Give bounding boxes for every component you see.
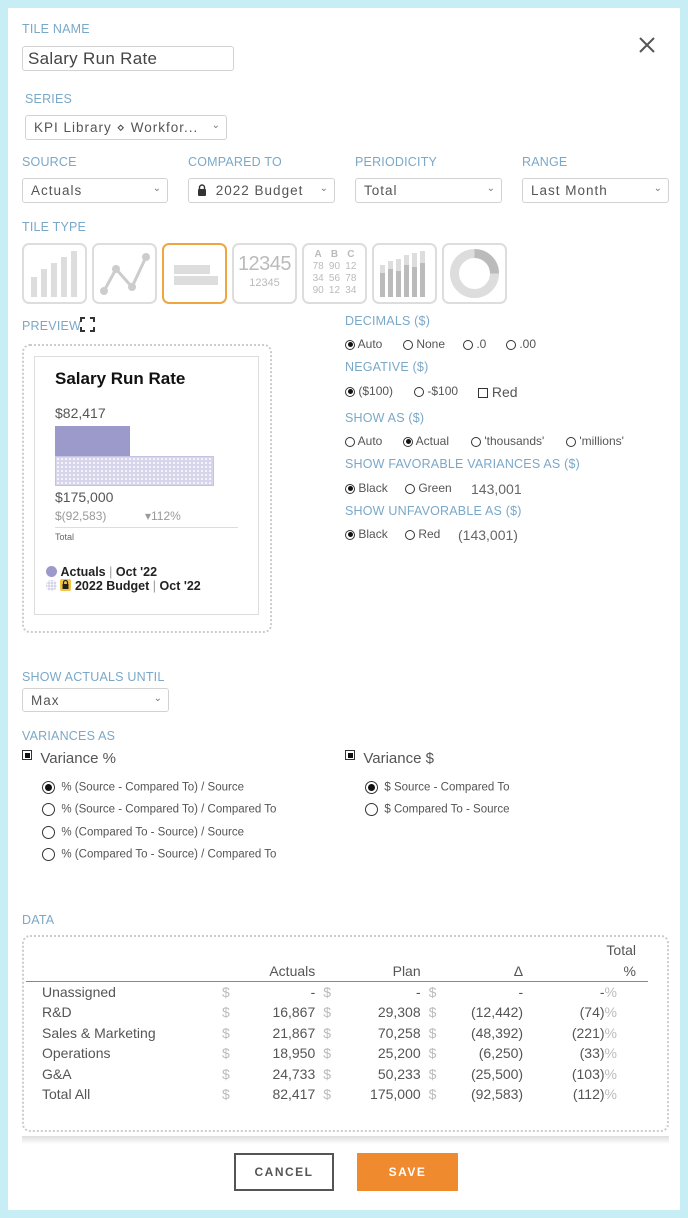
lock-icon bbox=[197, 184, 207, 196]
compared-to-label: COMPARED TO bbox=[188, 155, 282, 169]
delta-cell: (12,442) bbox=[470, 1004, 524, 1021]
radio[interactable] bbox=[345, 340, 355, 350]
series-select[interactable] bbox=[25, 115, 227, 140]
periodicity-value: Total bbox=[364, 183, 398, 198]
currency: $ bbox=[222, 1045, 230, 1062]
option-label: % (Compared To - Source) / Compared To bbox=[61, 848, 277, 861]
compared-to-select[interactable] bbox=[188, 178, 335, 203]
preview-budget-bar bbox=[55, 456, 214, 486]
unfavorable-label: SHOW UNFAVORABLE AS ($) bbox=[345, 504, 522, 518]
chevron-down-icon: ⌄ bbox=[486, 183, 495, 194]
decimals-none[interactable] bbox=[403, 337, 445, 351]
tile-type-label: TILE TYPE bbox=[22, 220, 87, 234]
source-label: SOURCE bbox=[22, 155, 77, 169]
option-label: ($100) bbox=[358, 384, 394, 398]
currency: $ bbox=[222, 1004, 230, 1021]
legend-budget-period: Oct '22 bbox=[159, 579, 201, 593]
currency: $ bbox=[323, 1004, 332, 1021]
header-delta: Δ bbox=[421, 961, 529, 982]
pct-sign: % bbox=[604, 983, 617, 1000]
table-tile-cell: 34 bbox=[312, 273, 324, 284]
radio[interactable] bbox=[42, 803, 55, 816]
table-header-row-1 bbox=[26, 940, 648, 961]
table-tile-cell: 90 bbox=[328, 261, 341, 272]
series-value: KPI Library ⋄ Workfor... bbox=[34, 120, 199, 135]
negative-parens[interactable] bbox=[345, 384, 393, 398]
favorable-sample: 143,001 bbox=[471, 481, 522, 497]
show-actuals-until-select[interactable] bbox=[22, 688, 169, 712]
decimals-auto[interactable] bbox=[345, 337, 382, 351]
actuals-cell: - bbox=[310, 983, 316, 1000]
stacked-column-icon bbox=[374, 245, 435, 302]
delta-cell: (6,250) bbox=[478, 1045, 524, 1062]
tile-name-input[interactable]: Salary Run Rate bbox=[22, 46, 234, 71]
column-chart-icon bbox=[24, 245, 85, 302]
radio[interactable] bbox=[403, 340, 413, 350]
show-as-label: SHOW AS ($) bbox=[345, 411, 425, 425]
unfavorable-sample: (143,001) bbox=[458, 527, 518, 543]
delta-cell: (25,500) bbox=[470, 1065, 524, 1082]
actuals-cell: 82,417 bbox=[272, 1086, 316, 1103]
radio[interactable] bbox=[42, 826, 55, 839]
table-row bbox=[26, 1002, 648, 1023]
chevron-down-icon: ⌄ bbox=[153, 693, 162, 704]
favorable-green[interactable] bbox=[405, 481, 452, 495]
chevron-down-icon: ⌄ bbox=[653, 183, 662, 194]
plan-cell: 175,000 bbox=[370, 1086, 421, 1103]
pct-cell: (33) bbox=[579, 1045, 605, 1062]
range-select[interactable] bbox=[522, 178, 669, 203]
currency: $ bbox=[323, 1024, 332, 1041]
actuals-cell: 18,950 bbox=[272, 1045, 316, 1062]
legend-actuals-period: Oct '22 bbox=[115, 565, 158, 579]
plan-cell: 50,233 bbox=[377, 1065, 421, 1082]
cancel-button[interactable]: CANCEL bbox=[234, 1153, 334, 1191]
actuals-cell: 24,733 bbox=[272, 1065, 316, 1082]
table-row bbox=[26, 1064, 648, 1085]
radio[interactable] bbox=[345, 387, 355, 397]
option-label: $ Compared To - Source bbox=[384, 803, 510, 816]
preview-variance-pct: ▾112% bbox=[145, 509, 181, 523]
pct-sign: % bbox=[604, 1024, 617, 1041]
currency: $ bbox=[323, 1065, 332, 1082]
data-table bbox=[26, 940, 648, 1105]
option-label: Green bbox=[418, 481, 452, 495]
option-label: -$100 bbox=[427, 384, 459, 398]
decimals-label: DECIMALS ($) bbox=[345, 314, 431, 328]
table-tile-icon bbox=[310, 249, 359, 297]
table-tile-cell: 34 bbox=[345, 285, 357, 296]
preview-actual-value: $82,417 bbox=[55, 405, 106, 421]
preview-axis-line bbox=[55, 527, 238, 528]
favorable-label: SHOW FAVORABLE VARIANCES AS ($) bbox=[345, 457, 580, 471]
row-name: Sales & Marketing bbox=[42, 1024, 156, 1041]
table-tile-cell: 56 bbox=[328, 273, 341, 284]
pct-cell: (221) bbox=[571, 1024, 605, 1041]
number-tile-big: 12345 bbox=[237, 253, 292, 275]
currency: $ bbox=[222, 983, 230, 1000]
variance-pct-option-2[interactable] bbox=[42, 803, 276, 816]
decimals-two[interactable] bbox=[506, 337, 536, 351]
plan-cell: - bbox=[415, 983, 421, 1000]
show-as-millions[interactable] bbox=[566, 434, 624, 448]
delta-cell: - bbox=[518, 983, 524, 1000]
pct-cell: (74) bbox=[579, 1004, 605, 1021]
tile-type-stacked-chart[interactable] bbox=[372, 243, 437, 304]
variance-pct-option-3[interactable] bbox=[42, 826, 244, 839]
red-checkbox[interactable] bbox=[478, 388, 488, 398]
actuals-swatch bbox=[46, 566, 57, 577]
negative-label: NEGATIVE ($) bbox=[345, 360, 429, 374]
table-tile-cell: 78 bbox=[312, 261, 324, 272]
variances-label: VARIANCES AS bbox=[22, 729, 116, 743]
preview-tile bbox=[34, 356, 259, 615]
legend-actuals: Actuals | Oct '22 bbox=[46, 565, 157, 579]
variance-pct-option-4[interactable] bbox=[42, 848, 276, 861]
option-label: Auto bbox=[357, 337, 383, 351]
budget-swatch bbox=[46, 580, 57, 591]
unfavorable-red[interactable] bbox=[405, 527, 440, 541]
save-button[interactable]: SAVE bbox=[357, 1153, 458, 1191]
header-actuals: Actuals bbox=[214, 961, 315, 982]
close-icon[interactable] bbox=[636, 34, 658, 56]
preview-variance-value: $(92,583) bbox=[55, 509, 107, 523]
plan-cell: 29,308 bbox=[377, 1004, 421, 1021]
bar-chart-icon bbox=[164, 245, 225, 302]
radio[interactable] bbox=[414, 387, 424, 397]
series-label: SERIES bbox=[25, 92, 73, 106]
pct-cell: (112) bbox=[572, 1086, 605, 1103]
line-chart-icon bbox=[94, 245, 155, 302]
row-name: Unassigned bbox=[42, 983, 116, 1000]
radio[interactable] bbox=[463, 340, 473, 350]
option-label: .0 bbox=[476, 337, 487, 351]
compared-to-value: 2022 Budget bbox=[215, 183, 304, 198]
currency: $ bbox=[323, 1045, 332, 1062]
variance-dollar-title: Variance $ bbox=[363, 750, 434, 767]
range-label: RANGE bbox=[522, 155, 568, 169]
table-tile-cell: 12 bbox=[345, 261, 357, 272]
range-value: Last Month bbox=[531, 183, 608, 198]
table-tile-cell: 12 bbox=[328, 285, 341, 296]
option-label: 'thousands' bbox=[484, 434, 545, 448]
currency: $ bbox=[428, 1045, 437, 1062]
table-tile-cell: 90 bbox=[312, 285, 324, 296]
tile-type-donut[interactable] bbox=[442, 243, 507, 304]
currency: $ bbox=[428, 1024, 437, 1041]
periodicity-label: PERIODICITY bbox=[355, 155, 438, 169]
red-label: Red bbox=[491, 384, 518, 400]
option-label: $ Source - Compared To bbox=[384, 781, 510, 794]
pct-cell: (103) bbox=[571, 1065, 605, 1082]
currency: $ bbox=[323, 1086, 332, 1103]
currency: $ bbox=[428, 1065, 437, 1082]
show-actuals-until-value: Max bbox=[31, 693, 60, 708]
table-tile-cell: 78 bbox=[345, 273, 357, 284]
tile-name-label: TILE NAME bbox=[22, 22, 90, 36]
row-name: G&A bbox=[42, 1065, 72, 1082]
currency: $ bbox=[222, 1024, 230, 1041]
table-tile-header: A bbox=[314, 249, 322, 260]
header-plan: Plan bbox=[315, 961, 420, 982]
option-label: % (Source - Compared To) / Compared To bbox=[61, 803, 277, 816]
variance-pct-checkbox[interactable] bbox=[22, 750, 32, 760]
currency: $ bbox=[428, 1004, 437, 1021]
table-row bbox=[26, 981, 648, 1002]
option-label: None bbox=[416, 337, 446, 351]
radio[interactable] bbox=[403, 437, 413, 447]
variance-pct-toggle[interactable] bbox=[22, 750, 116, 767]
row-name: Operations bbox=[42, 1045, 111, 1062]
row-name: R&D bbox=[42, 1004, 72, 1021]
radio[interactable] bbox=[365, 781, 378, 794]
radio[interactable] bbox=[345, 484, 355, 494]
donut-chart-icon bbox=[444, 245, 505, 302]
table-row bbox=[26, 1043, 648, 1064]
radio[interactable] bbox=[506, 340, 516, 350]
currency: $ bbox=[428, 1086, 437, 1103]
legend-budget-label: 2022 Budget bbox=[74, 579, 150, 593]
preview-actual-bar bbox=[55, 426, 130, 456]
currency: $ bbox=[222, 1086, 230, 1103]
variance-dollar-toggle[interactable] bbox=[345, 750, 434, 767]
radio[interactable] bbox=[42, 848, 55, 861]
option-label: % (Compared To - Source) / Source bbox=[61, 826, 244, 839]
tile-type-table[interactable] bbox=[302, 243, 367, 304]
pct-cell: - bbox=[599, 983, 605, 1000]
pct-sign: % bbox=[604, 1004, 617, 1021]
option-label: Black bbox=[358, 527, 388, 541]
pct-sign: % bbox=[604, 1065, 617, 1082]
variance-dollar-checkbox[interactable] bbox=[345, 750, 355, 760]
radio[interactable] bbox=[471, 437, 481, 447]
option-label: % (Source - Compared To) / Source bbox=[61, 781, 244, 794]
header-pct: % bbox=[529, 961, 648, 982]
option-label: Red bbox=[418, 527, 441, 541]
unfavorable-black[interactable] bbox=[345, 527, 388, 541]
actuals-cell: 21,867 bbox=[272, 1024, 316, 1041]
currency: $ bbox=[222, 1065, 230, 1082]
negative-minus[interactable] bbox=[414, 384, 458, 398]
option-label: Actual bbox=[415, 434, 450, 448]
actuals-cell: 16,867 bbox=[272, 1004, 316, 1021]
show-as-actual[interactable] bbox=[403, 434, 449, 448]
lock-icon bbox=[60, 579, 71, 591]
table-row bbox=[26, 1084, 648, 1105]
option-label: Auto bbox=[357, 434, 383, 448]
radio[interactable] bbox=[345, 530, 355, 540]
option-label: .00 bbox=[519, 337, 537, 351]
plan-cell: 25,200 bbox=[377, 1045, 421, 1062]
currency: $ bbox=[428, 983, 437, 1000]
delta-cell: (92,583) bbox=[470, 1086, 524, 1103]
table-tile-header: C bbox=[347, 249, 355, 260]
chevron-down-icon: ⌄ bbox=[152, 183, 161, 194]
data-label: DATA bbox=[22, 913, 55, 927]
variance-dollar-option-1[interactable] bbox=[365, 781, 509, 794]
radio[interactable] bbox=[566, 437, 576, 447]
tile-type-column-chart[interactable] bbox=[22, 243, 87, 304]
show-as-thousands[interactable] bbox=[471, 434, 544, 448]
pct-sign: % bbox=[604, 1045, 617, 1062]
chevron-down-icon: ⌄ bbox=[319, 183, 328, 194]
radio[interactable] bbox=[42, 781, 55, 794]
footer-shadow bbox=[22, 1136, 669, 1144]
radio[interactable] bbox=[365, 803, 378, 816]
preview-label: PREVIEW bbox=[22, 319, 82, 333]
favorable-black[interactable] bbox=[345, 481, 388, 495]
radio[interactable] bbox=[405, 484, 415, 494]
negative-red[interactable] bbox=[478, 384, 518, 400]
table-row bbox=[26, 1022, 648, 1043]
option-label: 'millions' bbox=[579, 434, 624, 448]
legend-budget: 2022 Budget | Oct '22 bbox=[46, 579, 201, 593]
source-select[interactable] bbox=[22, 178, 168, 203]
option-label: Black bbox=[358, 481, 388, 495]
tile-type-line-chart[interactable] bbox=[92, 243, 157, 304]
tile-type-bar-chart[interactable] bbox=[162, 243, 227, 304]
chevron-down-icon: ⌄ bbox=[211, 120, 220, 131]
radio[interactable] bbox=[405, 530, 415, 540]
pct-sign: % bbox=[604, 1086, 617, 1103]
plan-cell: 70,258 bbox=[377, 1024, 421, 1041]
decimals-one[interactable] bbox=[463, 337, 486, 351]
table-tile-header: B bbox=[330, 249, 339, 260]
variance-pct-option-1[interactable] bbox=[42, 781, 244, 794]
show-actuals-until-label: SHOW ACTUALS UNTIL bbox=[22, 670, 165, 684]
expand-icon[interactable] bbox=[80, 317, 95, 332]
source-value: Actuals bbox=[31, 183, 83, 198]
currency: $ bbox=[323, 983, 332, 1000]
show-as-auto[interactable] bbox=[345, 434, 382, 448]
variance-dollar-option-2[interactable] bbox=[365, 803, 509, 816]
legend-actuals-label: Actuals bbox=[60, 565, 106, 579]
table-header-row-2 bbox=[26, 961, 648, 982]
periodicity-select[interactable] bbox=[355, 178, 502, 203]
preview-title: Salary Run Rate bbox=[55, 369, 186, 388]
variance-pct-title: Variance % bbox=[40, 750, 116, 767]
radio[interactable] bbox=[345, 437, 355, 447]
row-name: Total All bbox=[42, 1086, 91, 1103]
number-tile-small: 12345 bbox=[249, 277, 280, 289]
tile-type-number[interactable] bbox=[232, 243, 297, 304]
delta-cell: (48,392) bbox=[470, 1024, 524, 1041]
header-total: Total bbox=[606, 942, 636, 959]
preview-axis-label: Total bbox=[55, 532, 75, 542]
preview-budget-value: $175,000 bbox=[55, 489, 114, 505]
